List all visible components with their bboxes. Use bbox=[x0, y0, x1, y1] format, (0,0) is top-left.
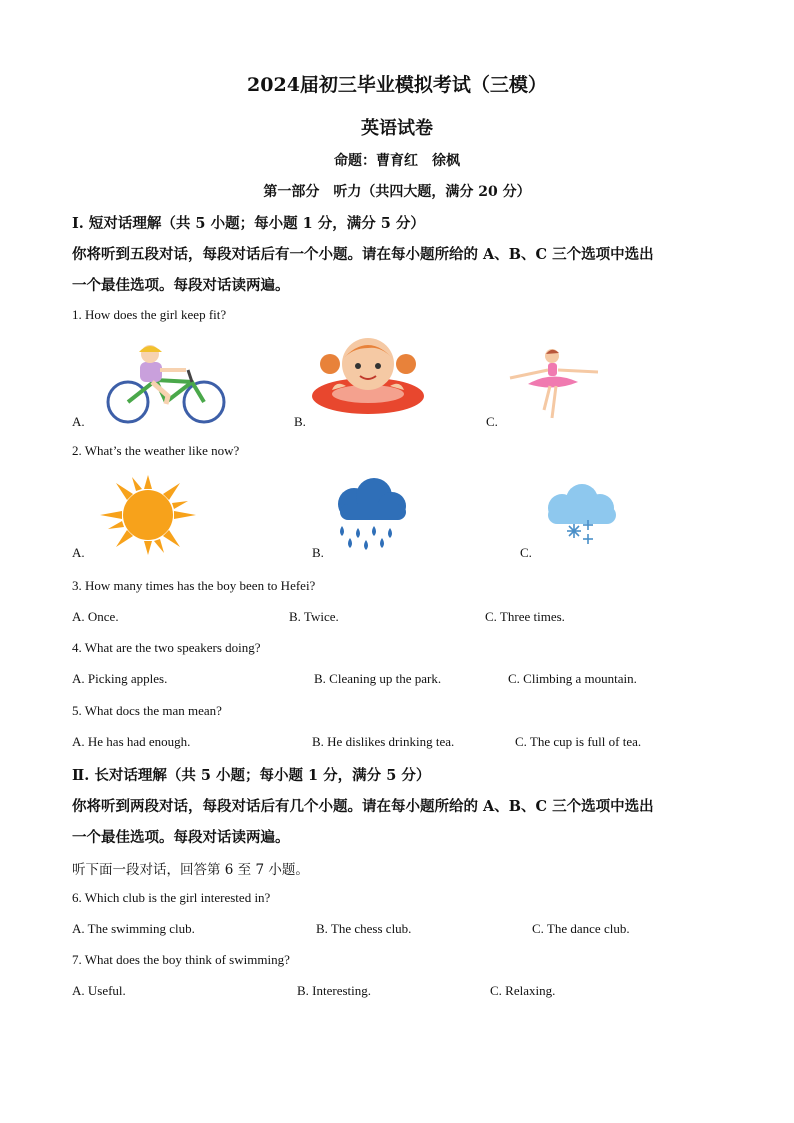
section2-instructions-2: 一个最佳选项。每段对话读两遍。 bbox=[72, 829, 290, 846]
subject-title: 英语试卷 bbox=[361, 118, 433, 139]
question-2: 2. What’s the weather like now? bbox=[72, 443, 240, 458]
authors: 命题：曹育红 徐枫 bbox=[334, 153, 460, 169]
q6-option-a: A. The swimming club. bbox=[72, 921, 195, 936]
section2-instructions-1: 你将听到两段对话，每段对话后有几个小题。请在每小题所给的 A、B、C 三个选项中选出 bbox=[72, 798, 654, 815]
q1-option-c: C. bbox=[486, 414, 498, 429]
part-heading: 第一部分 听力（共四大题，满分 20 分） bbox=[263, 184, 531, 200]
q7-option-c: C. Relaxing. bbox=[490, 983, 556, 998]
section2-subinstruction: 听下面一段对话，回答第 6 至 7 小题。 bbox=[72, 862, 309, 878]
snow-cloud-image bbox=[540, 484, 624, 548]
q3-option-b: B. Twice. bbox=[289, 609, 339, 624]
q5-option-a: A. He has had enough. bbox=[72, 734, 191, 749]
section2-heading: Ⅱ. 长对话理解（共 5 小题；每小题 1 分，满分 5 分） bbox=[72, 767, 431, 784]
q2-option-b: B. bbox=[312, 545, 324, 560]
section1-instructions-1: 你将听到五段对话，每段对话后有一个小题。请在每小题所给的 A、B、C 三个选项中选出 bbox=[72, 246, 654, 263]
q6-option-b: B. The chess club. bbox=[316, 921, 412, 936]
girl-cycling-image bbox=[100, 340, 230, 424]
q3-option-a: A. Once. bbox=[72, 609, 119, 624]
q2-option-a: A. bbox=[72, 545, 85, 560]
q2-option-c: C. bbox=[520, 545, 532, 560]
question-7: 7. What does the boy think of swimming? bbox=[72, 952, 290, 967]
girl-swimming-image bbox=[312, 334, 434, 418]
question-5: 5. What docs the man mean? bbox=[72, 703, 222, 718]
q5-option-c: C. The cup is full of tea. bbox=[515, 734, 642, 749]
q1-option-b: B. bbox=[294, 414, 306, 429]
section1-heading: Ⅰ. 短对话理解（共 5 小题；每小题 1 分，满分 5 分） bbox=[72, 215, 425, 232]
q6-option-c: C. The dance club. bbox=[532, 921, 630, 936]
q4-option-c: C. Climbing a mountain. bbox=[508, 671, 637, 686]
rain-cloud-image bbox=[330, 478, 414, 552]
section1-instructions-2: 一个最佳选项。每段对话读两遍。 bbox=[72, 277, 290, 294]
girl-dancing-image bbox=[508, 348, 600, 420]
question-4: 4. What are the two speakers doing? bbox=[72, 640, 261, 655]
exam-title: 2024届初三毕业模拟考试（三模） bbox=[247, 74, 547, 96]
q1-option-a: A. bbox=[72, 414, 85, 429]
q7-option-a: A. Useful. bbox=[72, 983, 126, 998]
sun-image bbox=[96, 474, 200, 556]
q7-option-b: B. Interesting. bbox=[297, 983, 372, 998]
question-3: 3. How many times has the boy been to Hefei? bbox=[72, 578, 316, 593]
q4-option-b: B. Cleaning up the park. bbox=[314, 671, 442, 686]
q4-option-a: A. Picking apples. bbox=[72, 671, 168, 686]
q5-option-b: B. He dislikes drinking tea. bbox=[312, 734, 455, 749]
question-1: 1. How does the girl keep fit? bbox=[72, 307, 227, 322]
q3-option-c: C. Three times. bbox=[485, 609, 565, 624]
question-6: 6. Which club is the girl interested in? bbox=[72, 890, 271, 905]
